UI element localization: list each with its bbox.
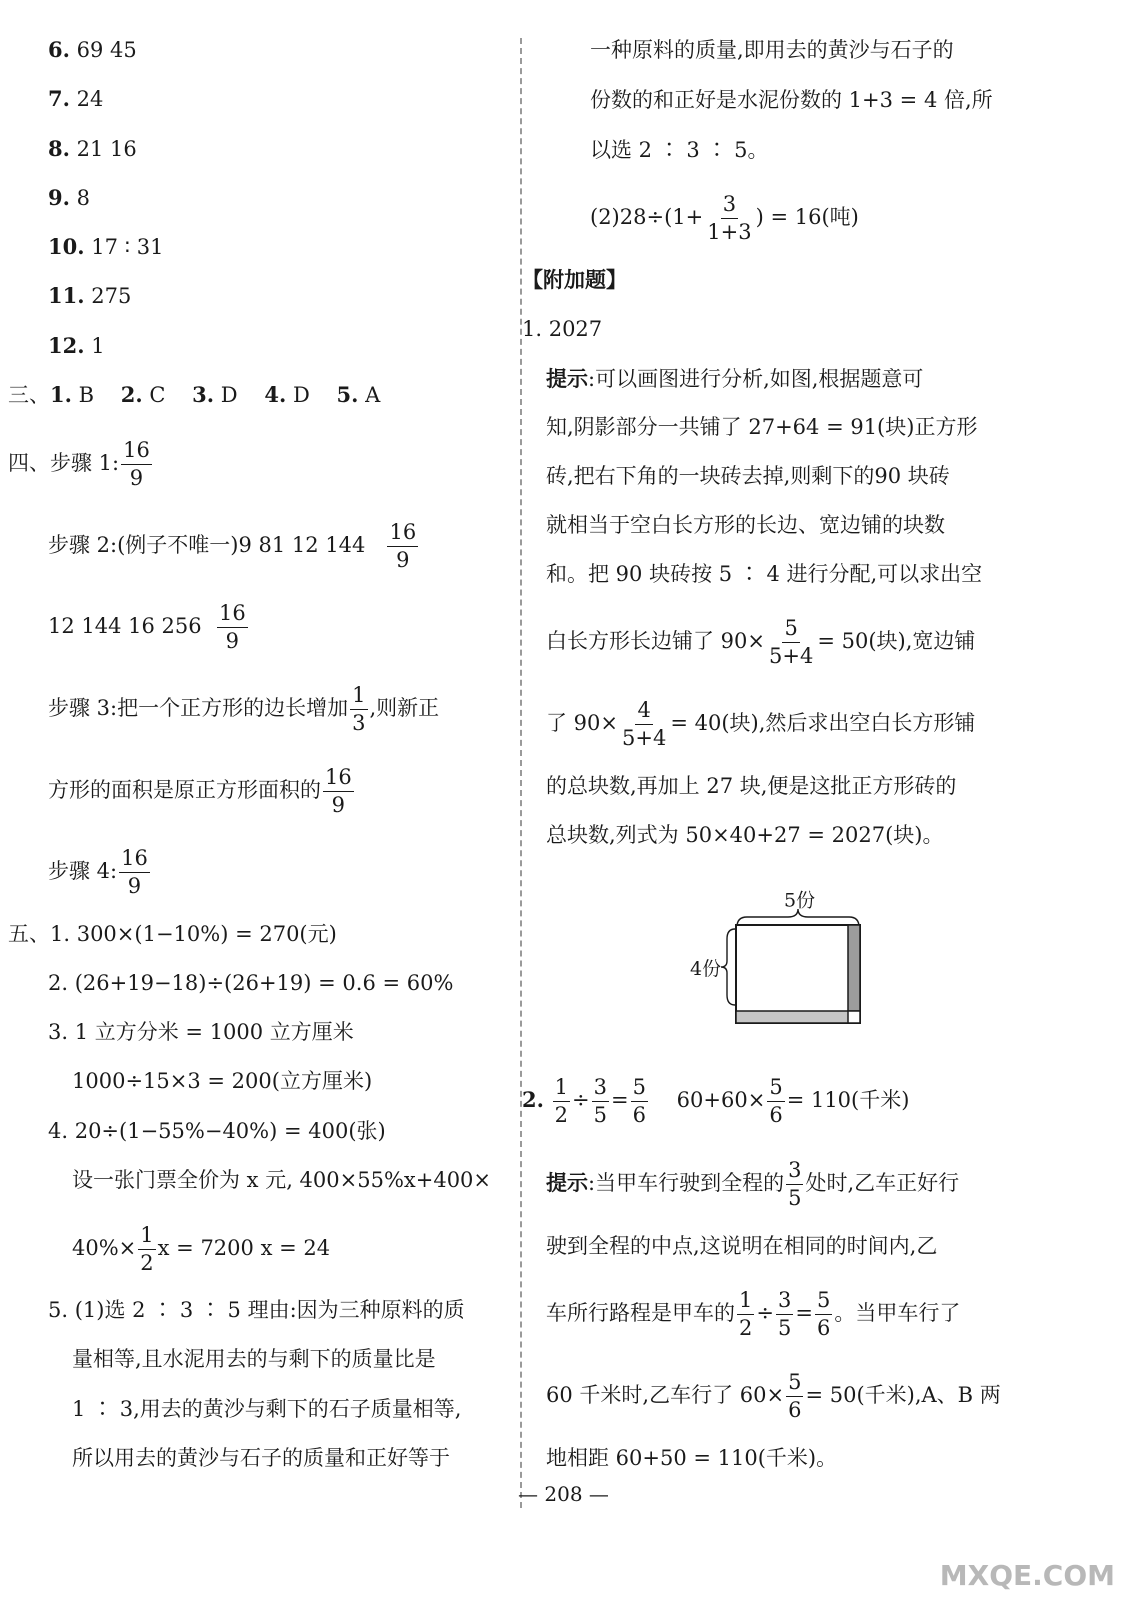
q5-reason-line6: 份数的和正好是水泥份数的 1+3 = 4 倍,所 bbox=[590, 88, 993, 112]
answer-12: 12. 1 bbox=[48, 333, 105, 358]
fraction: $\frac{3}{5}$ bbox=[777, 1288, 792, 1340]
q5-part2-equation: (2)28÷(1+ $\frac{3}{1+3}$ ) = 16(吨) bbox=[590, 192, 859, 244]
section-4-step3: 步骤 3:把一个正方形的边长增加 $\frac{1}{3}$ ,则新正 bbox=[48, 683, 440, 735]
section-3-answers: 三、1. B 2. C 3. D 4. D 5. A bbox=[8, 382, 381, 407]
fraction: $\frac{5}{6}$ bbox=[632, 1075, 646, 1127]
fraction: $\frac{1}{2}$ bbox=[554, 1075, 568, 1127]
fraction: $\frac{5}{6}$ bbox=[788, 1370, 802, 1422]
section-4-step2-row2: 12 144 16 256 $\frac{16}{9}$ bbox=[48, 601, 246, 653]
fraction: $\frac{16}{9}$ bbox=[325, 765, 352, 817]
answer-8: 8. 21 16 bbox=[48, 136, 137, 161]
extra-answer-2: 2. $\frac{1}{2}$ ÷ $\frac{3}{5}$ = $\frac{5}{6}$ 60+60× $\frac{5}{6}$ = 110(千米) bbox=[522, 1075, 910, 1127]
section-5-q5-line2: 量相等,且水泥用去的与剩下的质量比是 bbox=[72, 1347, 436, 1371]
answer-6: 6. 69 45 bbox=[48, 37, 137, 62]
hint-1-line8: 的总块数,再加上 27 块,便是这批正方形砖的 bbox=[546, 774, 957, 798]
shaded-column bbox=[848, 925, 860, 1023]
fraction: $\frac{5}{6}$ bbox=[816, 1288, 831, 1340]
section-5-q1: 五、1. 300×(1−10%) = 270(元) bbox=[8, 922, 337, 946]
section-4-step1: 四、步骤 1: $\frac{16}{9}$ bbox=[8, 438, 150, 490]
label-5-parts: 5份 bbox=[784, 889, 816, 912]
hint-1-line6: 白长方形长边铺了 90× $\frac{5}{5+4}$ = 50(块),宽边铺 bbox=[546, 616, 976, 668]
section-5-q4-equation: 40%× $\frac{1}{2}$ x = 7200 x = 24 bbox=[72, 1223, 331, 1275]
section-5-q2: 2. (26+19−18)÷(26+19) = 0.6 = 60% bbox=[48, 971, 454, 995]
fraction: $\frac{3}{5}$ bbox=[593, 1075, 607, 1127]
fraction: $\frac{16}{9}$ bbox=[121, 846, 148, 898]
extra-answer-1: 1. 2027 bbox=[522, 317, 603, 341]
left-brace bbox=[721, 929, 735, 1005]
fraction: $\frac{4}{5+4}$ bbox=[622, 698, 667, 750]
hint-1-line7: 了 90× $\frac{4}{5+4}$ = 40(块),然后求出空白长方形铺 bbox=[546, 698, 976, 750]
fraction: $\frac{1}{2}$ bbox=[140, 1223, 154, 1275]
column-divider bbox=[520, 38, 522, 1508]
fraction: $\frac{16}{9}$ bbox=[219, 601, 246, 653]
answer-11: 11. 275 bbox=[48, 283, 132, 308]
q5-reason-line5: 一种原料的质量,即用去的黄沙与石子的 bbox=[590, 38, 954, 62]
hint-1-line3: 砖,把右下角的一块砖去掉,则剩下的90 块砖 bbox=[546, 464, 950, 488]
extra-questions-heading: 【附加题】 bbox=[522, 267, 627, 292]
hint-2-line3: 车所行路程是甲车的 $\frac{1}{2}$ ÷ $\frac{3}{5}$ = $\frac{5}{6}$ 。当甲车行了 bbox=[546, 1288, 961, 1340]
hint-2-line4: 60 千米时,乙车行了 60× $\frac{5}{6}$ = 50(千米),A、B 两 bbox=[546, 1370, 1001, 1422]
section-4-step3-cont: 方形的面积是原正方形面积的 $\frac{16}{9}$ bbox=[48, 765, 352, 817]
fraction: $\frac{3}{5}$ bbox=[788, 1158, 802, 1210]
section-5-q3-cont: 1000÷15×3 = 200(立方厘米) bbox=[72, 1069, 373, 1093]
section-5-q5-line3: 1 ∶ 3,用去的黄沙与剩下的石子质量相等, bbox=[72, 1397, 462, 1421]
section-4-step4: 步骤 4: $\frac{16}{9}$ bbox=[48, 846, 148, 898]
fraction: $\frac{5}{5+4}$ bbox=[769, 616, 814, 668]
page-number: — 208 — bbox=[518, 1482, 609, 1506]
site-watermark: MXQE.COM bbox=[939, 1559, 1115, 1592]
fraction: $\frac{1}{3}$ bbox=[352, 683, 366, 735]
shaded-row bbox=[736, 1011, 860, 1023]
outer-rectangle bbox=[736, 925, 860, 1023]
hint-2-line2: 驶到全程的中点,这说明在相同的时间内,乙 bbox=[546, 1234, 938, 1258]
hint-1-line1: 提示:可以画图进行分析,如图,根据题意可 bbox=[546, 366, 924, 391]
answer-9: 9. 8 bbox=[48, 185, 90, 210]
section-4-step2: 步骤 2:(例子不唯一)9 81 12 144 $\frac{16}{9}$ bbox=[48, 520, 417, 572]
answer-7: 7. 24 bbox=[48, 86, 104, 111]
fraction: $\frac{16}{9}$ bbox=[389, 520, 417, 572]
hint-1-line2: 知,阴影部分一共铺了 27+64 = 91(块)正方形 bbox=[546, 415, 978, 439]
section-5-q5-line4: 所以用去的黄沙与石子的质量和正好等于 bbox=[72, 1446, 450, 1470]
section-5-q4: 4. 20÷(1−55%−40%) = 400(张) bbox=[48, 1119, 386, 1143]
section-5-q5: 5. (1)选 2 ∶ 3 ∶ 5 理由:因为三种原料的质 bbox=[48, 1298, 465, 1322]
section-5-q3: 3. 1 立方分米 = 1000 立方厘米 bbox=[48, 1020, 354, 1044]
fraction: $\frac{1}{2}$ bbox=[739, 1288, 753, 1340]
hint-1-line5: 和。把 90 块砖按 5 ∶ 4 进行分配,可以求出空 bbox=[546, 562, 983, 586]
fraction: $\frac{5}{6}$ bbox=[769, 1075, 783, 1127]
q5-reason-line7: 以选 2 ∶ 3 ∶ 5。 bbox=[590, 138, 769, 162]
hint-1-line4: 就相当于空白长方形的长边、宽边铺的块数 bbox=[546, 513, 945, 537]
tile-rectangle-diagram bbox=[690, 889, 890, 1055]
hint-2-line5: 地相距 60+50 = 110(千米)。 bbox=[546, 1446, 838, 1470]
section-5-q4-cont: 设一张门票全价为 x 元, 400×55%x+400× bbox=[72, 1168, 492, 1192]
fraction: $\frac{3}{1+3}$ bbox=[707, 192, 752, 244]
removed-corner-tile bbox=[848, 1011, 860, 1023]
hint-1-line9: 总块数,列式为 50×40+27 = 2027(块)。 bbox=[546, 823, 944, 847]
answer-10: 10. 17 ∶ 31 bbox=[48, 234, 164, 259]
label-4-parts: 4份 bbox=[690, 958, 722, 980]
fraction: $\frac{16}{9}$ bbox=[123, 438, 150, 490]
hint-2-line1: 提示:当甲车行驶到全程的 $\frac{3}{5}$ 处时,乙车正好行 bbox=[546, 1158, 960, 1210]
